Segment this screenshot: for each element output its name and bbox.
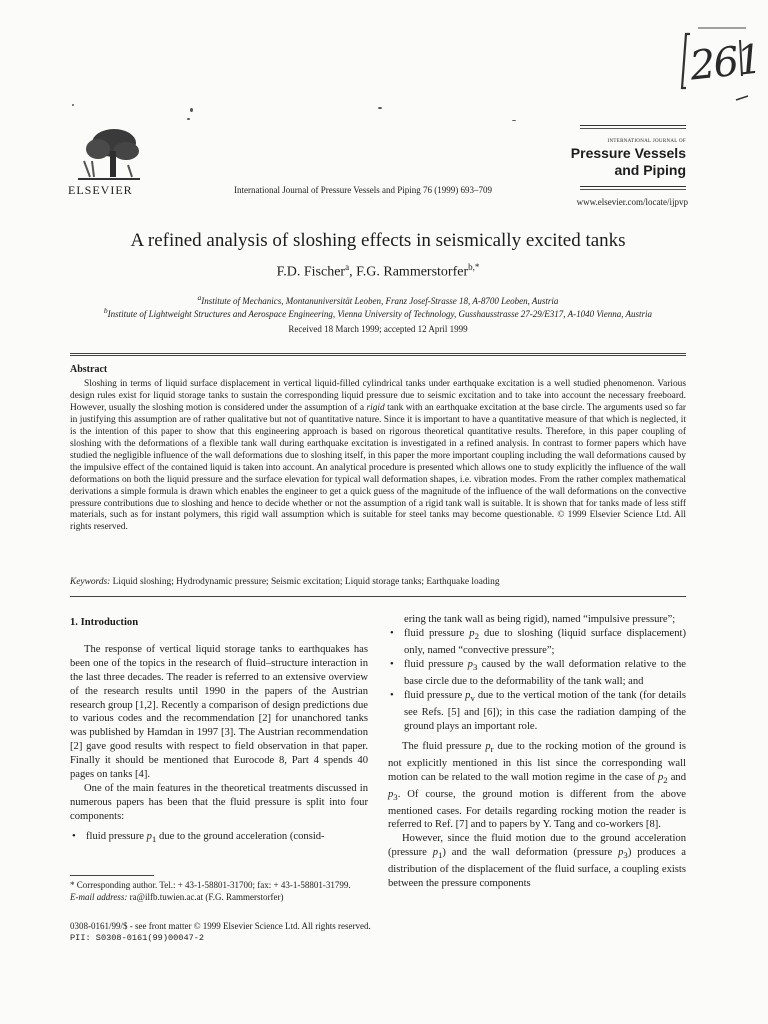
speck [190,108,193,112]
affiliation: $^a$Institute of Mechanics, Montanuniversität Leoben, Franz Josef-Strasse 18, A-8700 Leoben, Austria [197,293,559,306]
right-column [388,613,686,891]
handwritten-page-number: 261 [676,26,752,106]
speck [512,120,516,121]
masthead-rule [580,128,686,129]
list-item: • fluid pressure $p_3$ caused by the wall deformation relative to the base circle due to the deformability of the tank wall; and [388,658,686,689]
paragraph: However, since the fluid motion due to the ground acceleration (pressure $p_1$) and the wall deformation (pressure $p_3$) produces a distribution of the displacement of the fluid surface, a coupling exists between the pressure components [388,833,686,890]
divider [70,353,686,354]
masthead-rule [580,186,686,187]
paragraph: The response of vertical liquid storage tanks to earthquakes has been one of the topics in the research of fluid–structure interaction in the last three decades. The reader is referred to an extensive overview of the research results until 1990 in the papers of the Austrian research group [1,2]. Recently a comparison of design predictions due to various codes and the recommendation [2] for unanchored tanks was published by Hamdan in 1997 [3]. The Austrian recommendation [2] gave good results with respect to field observation in that paper. Finally it should be mentioned that Eurocode 8, Part 4 spends 40 pages on tanks [4]. [70,643,368,781]
divider [70,596,686,597]
masthead-rule [580,189,686,190]
elsevier-tree-icon [70,125,150,185]
journal-citation: International Journal of Pressure Vessels and Piping 76 (1999) 693–709 [234,185,493,195]
footnote-rule [70,875,154,876]
list-item-continuation: ering the tank wall as being rigid), named “impulsive pressure”; [404,614,676,625]
copyright-footer: 0308-0161/99/$ - see front matter © 1999 Elsevier Science Ltd. All rights reserved. PII: S0308-0161(99)00047-2 [70,921,686,945]
footnote: * Corresponding author. Tel.: + 43-1-58801-31700; fax: + 43-1-58801-31799. E-mail address: ra@ilfb.tuwien.ac.at (F.G. Rammerstorfer) [70,880,351,902]
divider [70,355,686,356]
author-list: F.D. Fischer$^a$, F.G. Rammerstorfer$^{b,*}$ [276,262,480,280]
received-dates: Received 18 March 1999; accepted 12 April 1999 [288,324,468,334]
paper-title: A refined analysis of sloshing effects in seismically excited tanks [130,230,626,251]
left-column [70,616,368,847]
abstract-heading: Abstract [70,364,108,375]
paragraph: One of the main features in the theoretical treatments discussed in numerous papers has been that the fluid pressure is split into four components: [70,782,368,822]
abstract-text: Sloshing in terms of liquid surface displacement in vertical liquid-filled cylindrical tanks under earthquake excitation is a well studied phenomenon. Various design rules exist for liquid storage tanks to sustain the corresponding liquid pressure due to seismic excitation and to take into account the necessary freeboard. However, usually the sloshing motion is considered under the assumption of a rigid tank with an earthquake excitation at the base circle. The arguments used so far in justifying this assumption are of rather qualitative but not of quantitative nature. Since it is important to have a quantitative measure of that which is neglected, it is the intention of this paper to show that this engineering approach is based on rigorous theoretical quantitative results. Therefore, in this paper coupling of sloshing with the deformations of a flexible tank wall during earthquake excitation is investigated in a refined analysis. In contrast to former papers which have studied the negligible influence of the wall deformations due to sloshing itself, in this paper the more important coupling including the wall deformations caused by the impulsive effect of the contained liquid is taken into account. An analytical procedure is presented which allows one to study explicitly the influence of the wall deformations on both the liquid pressure and the surface elevation for typical wall deformation shapes, i.e. vibration modes. From the rather complex mathematical derivations a simple formula is drawn which enables the engineer to get a quick guess of the magnitude of the influence of the wall deformations on the convective pressure contributions due to sloshing and hence to decide whether or not the assumption of a rigid tank wall is suitable. It is shown that for tanks made of less stiff materials, such as for instant polymers, this rigid wall assumption which is suitable for steel tanks may become questionable. © 1999 Elsevier Science Ltd. All rights reserved. [70,379,686,533]
section-heading: 1. Introduction [70,617,139,628]
journal-url[interactable]: www.elsevier.com/locate/ijpvp [576,197,688,207]
masthead-rule [580,125,686,126]
speck [378,107,382,109]
speck [187,118,190,120]
journal-name: Pressure Vessels and Piping [570,145,686,178]
list-item: • fluid pressure $p_1$ due to the ground acceleration (consid- [70,830,368,847]
list-item: • fluid pressure $p_v$ due to the vertical motion of the tank (for details see Refs. [5] and [6]); in this case the radiation damping of the ground plays an important role. [388,689,686,734]
pii-identifier: PII: S0308-0161(99)00047-2 [70,932,205,943]
list-item: • fluid pressure $p_2$ due to sloshing (liquid surface displacement) only, named “convective pressure”; [388,627,686,658]
keywords: Keywords: Liquid sloshing; Hydrodynamic pressure; Seismic excitation; Liquid storage tanks; Earthquake loading [70,577,500,587]
publisher-name: ELSEVIER [68,183,133,197]
speck [72,104,74,106]
journal-label-small: INTERNATIONAL JOURNAL OF [607,139,686,144]
paragraph: The fluid pressure $p_r$ due to the rocking motion of the ground is not explicitly mentioned in this list since the corresponding wall motion can be related to the wall motion regime in the case of $p_2$ and $p_3$. Of course, the ground motion is different from the above mentioned cases. For details regarding rocking motion the reader is referred to Ref. [7] and to papers by Y. Tang and co-workers [8]. [388,740,686,831]
affiliation: $^b$Institute of Lightweight Structures and Aerospace Engineering, Vienna University of Technology, Gusshausstrasse 27-29/E317, A-1040 Vienna, Austria [103,306,653,319]
